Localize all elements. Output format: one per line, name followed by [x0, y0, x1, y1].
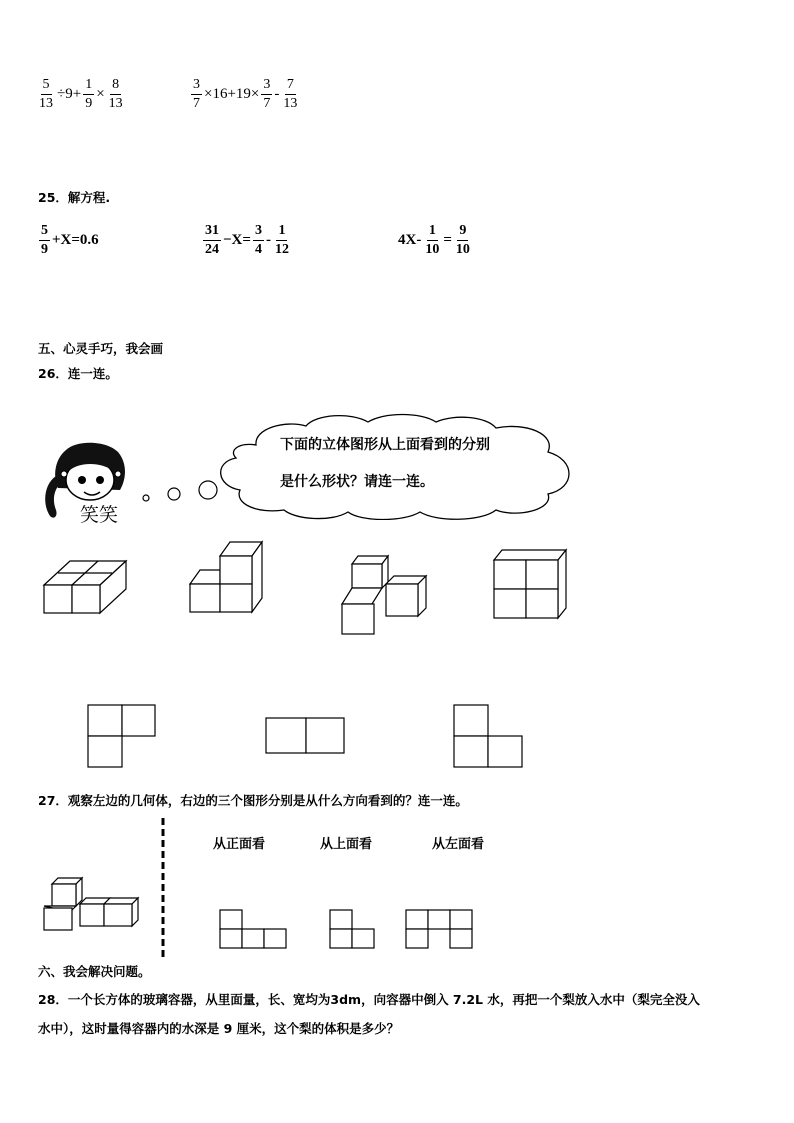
fraction: $\frac{1}{10}$ — [425, 223, 440, 257]
operator: = — [443, 232, 452, 248]
top-view-shape-2 — [264, 716, 348, 756]
view-shape-2 — [328, 908, 378, 950]
fraction: $\frac{8}{13}$ — [108, 77, 123, 111]
operator: ×16+19× — [204, 86, 260, 102]
fraction: $\frac{3}{7}$ — [263, 77, 271, 111]
fraction: $\frac{1}{12}$ — [274, 223, 289, 257]
fraction: $\frac{3}{7}$ — [193, 77, 200, 111]
cloud-text-line1: 下面的立体图形从上面看到的分别 — [280, 437, 490, 453]
equation-text: +X=0.6 — [52, 232, 99, 248]
operator: × — [96, 86, 105, 102]
cloud-text-line2: 是什么形状？请连一连。 — [280, 474, 434, 490]
fraction: $\frac{9}{10}$ — [455, 223, 470, 257]
fraction: $\frac{5}{9}$ — [41, 223, 48, 257]
q27-title: 27．观察左边的几何体，右边的三个图形分别是从什么方向看到的？连一连。 — [38, 793, 468, 808]
section5-title: 五、心灵手巧，我会画 — [38, 341, 164, 356]
equation-2 — [202, 224, 292, 257]
dashed-divider — [158, 818, 168, 960]
equation-text: 4X- — [398, 232, 422, 248]
character-label: 笑笑 — [80, 504, 119, 526]
calc-expression-2 — [190, 78, 300, 111]
calc-expression-1 — [36, 78, 126, 111]
fraction: $\frac{5}{13}$ — [39, 77, 53, 111]
section6-title: 六、我会解决问题。 — [38, 964, 151, 979]
q27-solid-figure — [40, 874, 140, 934]
equation-text: −X= — [223, 232, 251, 248]
top-view-shape-1 — [86, 703, 158, 769]
fraction: $\frac{3}{4}$ — [254, 223, 262, 257]
view-label-top: 从上面看 — [320, 837, 373, 852]
q28-line2: 水中），这时量得容器内的水深是 9 厘米，这个梨的体积是多少？ — [38, 1021, 400, 1036]
operator: - — [265, 232, 271, 248]
thought-cloud — [136, 410, 586, 520]
equation-3 — [397, 224, 473, 257]
solid-figure-2 — [186, 538, 268, 614]
operator: - — [274, 86, 280, 102]
q26-title: 26．连一连。 — [38, 366, 118, 381]
fraction: $\frac{7}{13}$ — [283, 77, 298, 111]
q25-title: 25．解方程. — [38, 190, 111, 205]
view-label-front: 从正面看 — [213, 837, 266, 852]
solid-figure-1 — [40, 555, 130, 615]
top-view-shape-3 — [452, 703, 526, 769]
equation-1 — [38, 224, 100, 257]
fraction: $\frac{1}{9}$ — [85, 77, 93, 111]
operator: ÷9+ — [57, 86, 82, 102]
solid-figure-3 — [338, 548, 430, 636]
view-shape-3 — [404, 908, 476, 950]
q28-line1: 28．一个长方体的玻璃容器，从里面量，长、宽均为3dm，向容器中倒入 7.2L 水，再把一个梨放入水中（梨完全没入 — [38, 992, 700, 1007]
view-shape-1 — [218, 908, 290, 950]
view-label-left: 从左面看 — [432, 837, 485, 852]
fraction: $\frac{31}{24}$ — [205, 223, 219, 257]
solid-figure-4 — [490, 546, 570, 620]
